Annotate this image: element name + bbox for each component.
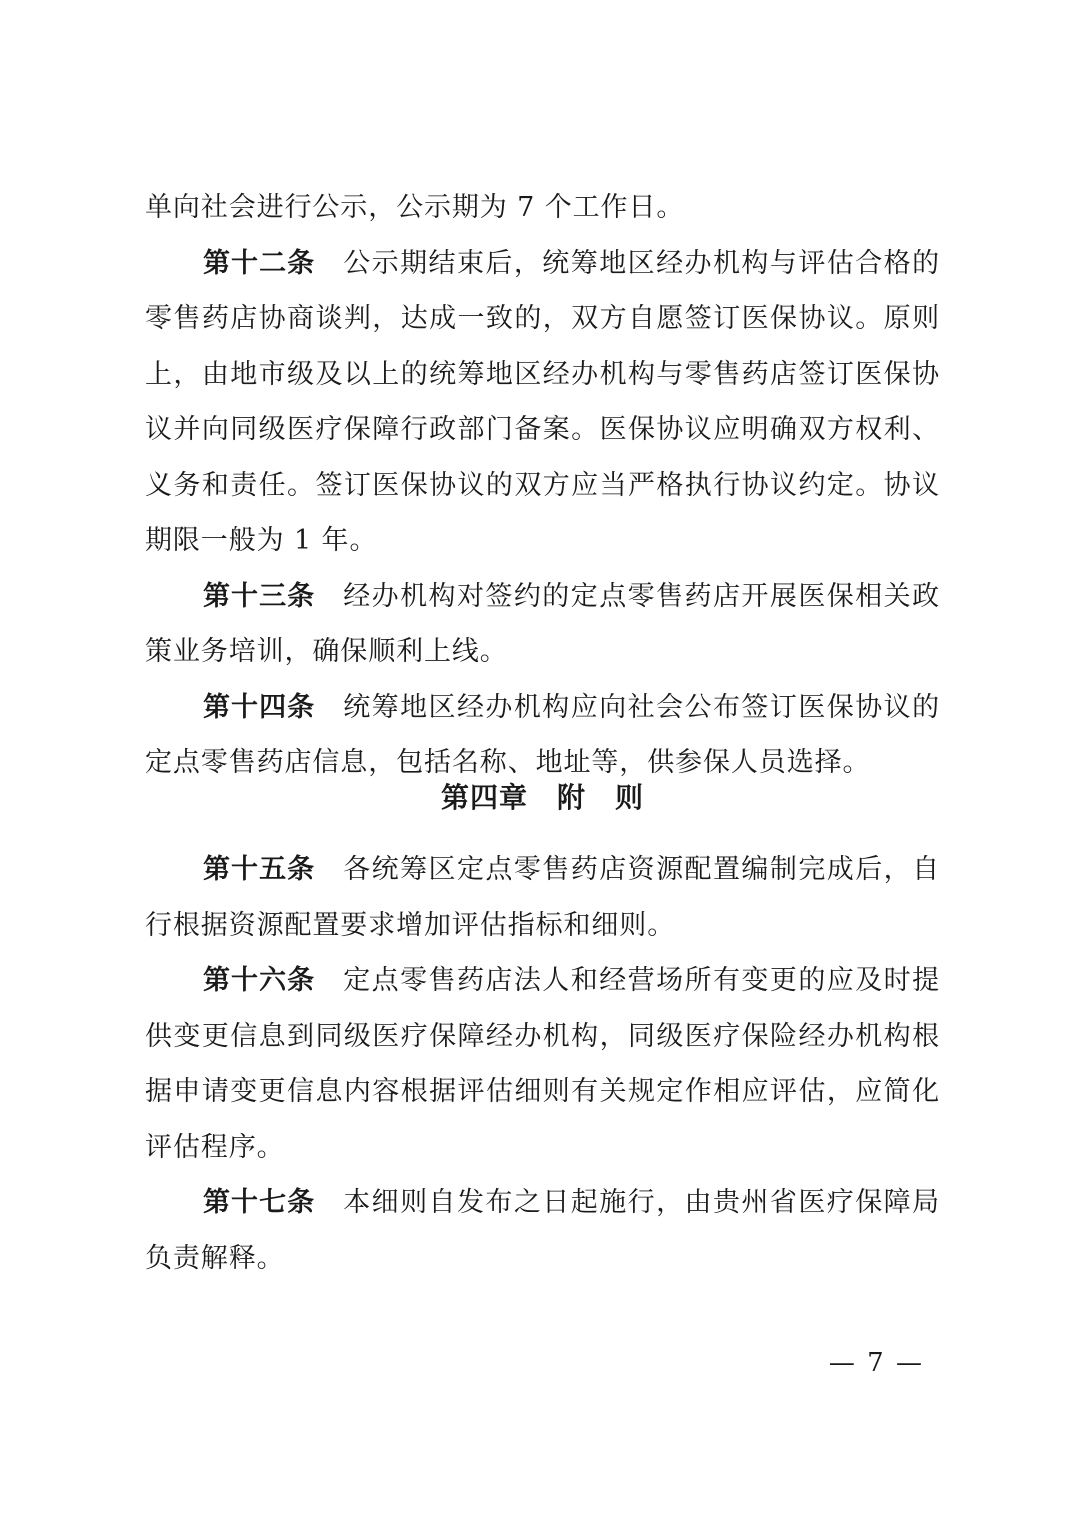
page-number: — 7 — xyxy=(828,1348,924,1378)
article-12 xyxy=(145,236,940,569)
article-text: 公示期结束后，统筹地区经办机构与评估合格的零售药店协商谈判，达成一致的，双方自愿签订医保协议。原则上，由地市级及以上的统筹地区经办机构与零售药店签订医保协议并向同级医疗保障行政部门备案。医保协议应明确双方权利、义务和责任。签订医保协议的双方应当严格执行协议约定。协议期限一般为 1 年。 xyxy=(145,247,940,556)
body-text-bottom xyxy=(145,842,940,1286)
article-15 xyxy=(145,842,940,953)
article-16 xyxy=(145,953,940,1175)
paragraph-continuation xyxy=(145,180,940,236)
article-number: 第十四条 xyxy=(203,691,316,723)
article-text: 经办机构对签约的定点零售药店开展医保相关政策业务培训，确保顺利上线。 xyxy=(145,580,940,667)
article-number: 第十六条 xyxy=(203,965,316,996)
article-number: 第十三条 xyxy=(203,580,316,612)
article-text: 各统筹区定点零售药店资源配置编制完成后，自行根据资源配置要求增加评估指标和细则。 xyxy=(145,854,940,941)
article-text: 统筹地区经办机构应向社会公布签订医保协议的定点零售药店信息，包括名称、地址等，供参保人员选择。 xyxy=(145,691,940,778)
chapter-title: 第四章 附 则 xyxy=(440,781,644,814)
article-14 xyxy=(145,680,940,791)
article-text: 定点零售药店法人和经营场所有变更的应及时提供变更信息到同级医疗保障经办机构，同级医疗保险经办机构根据申请变更信息内容根据评估细则有关规定作相应评估，应简化评估程序。 xyxy=(145,965,940,1163)
article-number: 第十七条 xyxy=(203,1187,316,1218)
article-number: 第十五条 xyxy=(203,854,316,885)
article-text: 本细则自发布之日起施行，由贵州省医疗保障局负责解释。 xyxy=(145,1187,940,1274)
article-13 xyxy=(145,569,940,680)
article-17 xyxy=(145,1175,940,1286)
body-text-top xyxy=(145,180,940,791)
article-number: 第十二条 xyxy=(203,247,316,279)
paragraph-text: 单向社会进行公示，公示期为 7 个工作日。 xyxy=(145,192,685,223)
